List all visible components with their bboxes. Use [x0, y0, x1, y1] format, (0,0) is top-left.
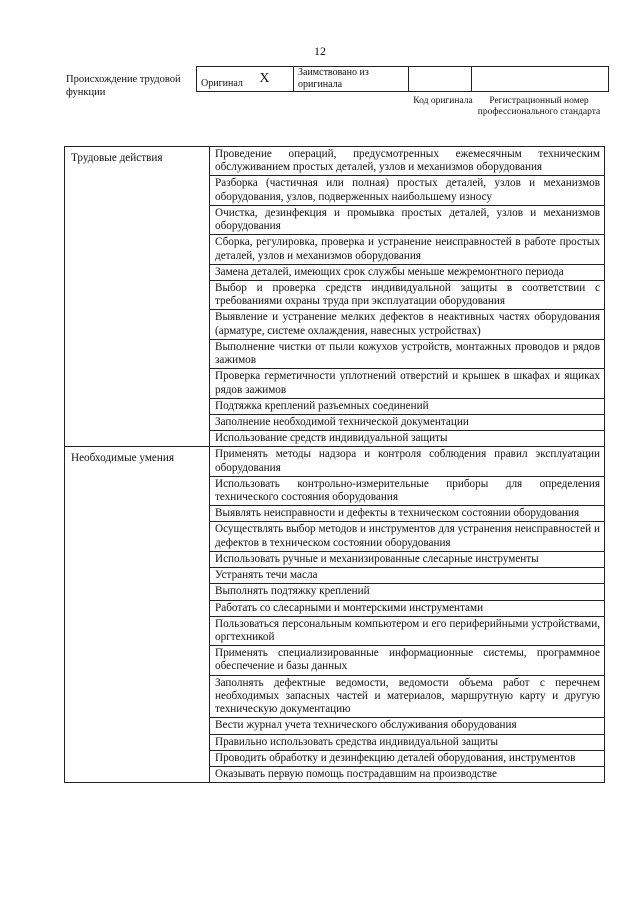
labor-action-item: Подтяжка креплений разъемных соединений: [210, 399, 604, 415]
skill-item: Заполнять дефектные ведомости, ведомости объема работ с перечнем необходимых запасных частей и материалов, маршрутную карту и другую техническую документацию: [210, 676, 604, 719]
page-number: 12: [314, 44, 326, 58]
origin-table: [196, 66, 609, 92]
code-cell: [409, 67, 472, 92]
labor-action-item: Сборка, регулировка, проверка и устранение неисправностей в работе простых деталей, узлов и механизмов оборудования: [210, 235, 604, 264]
skill-item: Применять специализированные информационные системы, программное обеспечение и базы данных: [210, 646, 604, 675]
labor-action-item: Выбор и проверка средств индивидуальной защиты в соответствии с требованиями охраны труда при эксплуатации оборудования: [210, 281, 604, 310]
function-table: [64, 146, 605, 783]
reg-number-cell: [472, 67, 609, 92]
labor-action-item: Использование средств индивидуальной защиты: [215, 432, 448, 445]
reg-number-label: Регистрационный номер профессионального стандарта: [477, 96, 601, 118]
labor-action-item: Выполнение чистки от пыли кожухов устройств, монтажных проводов и рядов зажимов: [210, 340, 604, 369]
skill-item: Использовать ручные и механизированные слесарные инструменты: [210, 552, 604, 568]
labor-action-item: Разборка (частичная или полная) простых деталей, узлов и механизмов оборудования, узлов, подверженных наибольшему износу: [210, 176, 604, 205]
skill-item: Оказывать первую помощь пострадавшим на производстве: [215, 767, 497, 780]
labor-action-item: Выявление и устранение мелких дефектов в неактивных частях оборудования (арматуре, системе охлаждения, навесных устройствах): [210, 310, 604, 339]
skill-item: Вести журнал учета технического обслуживания оборудования: [210, 718, 604, 734]
original-label: Оригинал: [201, 78, 243, 89]
labor-actions-row: [65, 147, 605, 447]
labor-actions-list: [210, 147, 605, 447]
skill-item: Проводить обработку и дезинфекцию деталей оборудования, инструментов: [210, 751, 604, 767]
skill-item: Правильно использовать средства индивидуальной защиты: [210, 735, 604, 751]
labor-action-item: Заполнение необходимой технической документации: [210, 415, 604, 431]
skill-item: Осуществлять выбор методов и инструментов для устранения неисправностей и дефектов в техническом состоянии оборудования: [210, 522, 604, 551]
labor-action-item: Очистка, дезинфекция и промывка простых деталей, узлов и механизмов оборудования: [210, 206, 604, 235]
borrowed-label: Заимствовано из оригинала: [298, 67, 369, 90]
original-cell: [197, 67, 294, 92]
skill-item: Использовать контрольно-измерительные приборы для определения технического состояния оборудования: [210, 477, 604, 506]
required-skills-label: Необходимые умения: [65, 447, 210, 783]
labor-actions-label: Трудовые действия: [65, 147, 210, 447]
skill-item: Выявлять неисправности и дефекты в техническом состоянии оборудования: [210, 506, 604, 522]
skill-item: Устранять течи масла: [210, 568, 604, 584]
original-mark: X: [259, 71, 270, 86]
origin-label: Происхождение трудовой функции: [66, 74, 181, 98]
labor-action-item: Замена деталей, имеющих срок службы меньше межремонтного периода: [210, 265, 604, 281]
skill-item: Применять методы надзора и контроля соблюдения правил эксплуатации оборудования: [210, 447, 604, 476]
labor-action-item: Проверка герметичности уплотнений отверстий и крышек в шкафах и ящиках рядов зажимов: [210, 369, 604, 398]
skill-item: Работать со слесарными и монтерскими инструментами: [210, 601, 604, 617]
code-original-label: Код оригинала: [413, 96, 473, 106]
borrowed-cell: [294, 67, 409, 92]
required-skills-row: [65, 447, 605, 783]
skill-item: Выполнять подтяжку креплений: [210, 584, 604, 600]
skill-item: Пользоваться персональным компьютером и его периферийными устройствами, оргтехникой: [210, 617, 604, 646]
required-skills-list: [210, 447, 605, 783]
labor-action-item: Проведение операций, предусмотренных ежемесячным техническим обслуживанием простых деталей, узлов и механизмов оборудования: [210, 147, 604, 176]
